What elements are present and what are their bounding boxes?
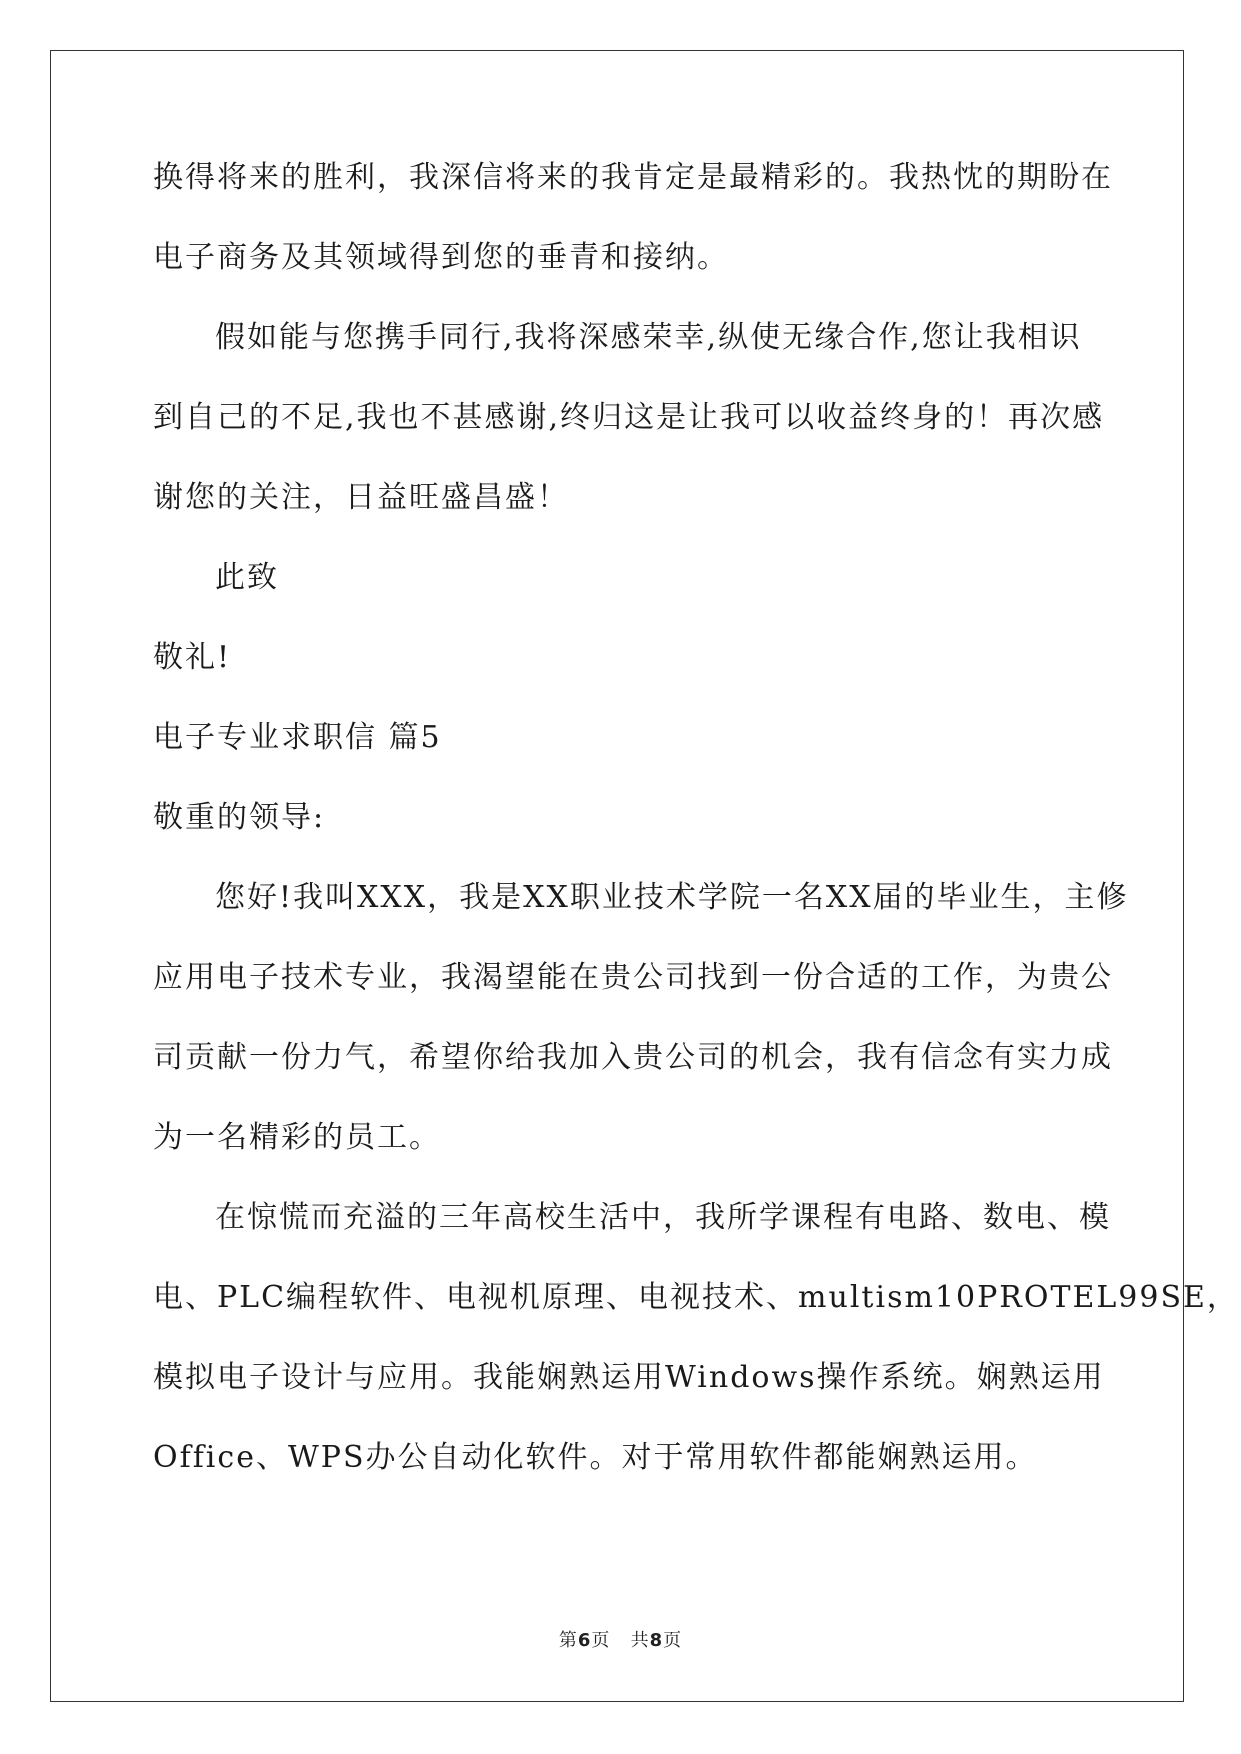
footer-page-word: 页 (591, 1630, 611, 1651)
body-line: 到自己的不足,我也不甚感谢,终归这是让我可以收益终身的！再次感 (153, 400, 1105, 435)
body-line: Office、WPS办公自动化软件。对于常用软件都能娴熟运用。 (153, 1440, 1038, 1475)
body-line: 换得将来的胜利，我深信将来的我肯定是最精彩的。我热忱的期盼在 (153, 160, 1113, 195)
section-heading: 电子专业求职信 篇5 (153, 720, 442, 755)
current-page-number: 6 (577, 1630, 592, 1651)
closing-salutation: 此致 (215, 560, 279, 595)
body-line: 在惊慌而充溢的三年高校生活中，我所学课程有电路、数电、模 (215, 1200, 1111, 1235)
body-line: 电、PLC编程软件、电视机原理、电视技术、multism10PROTEL99SE， (153, 1280, 1239, 1315)
total-pages-number: 8 (649, 1630, 664, 1651)
body-line: 为一名精彩的员工。 (153, 1120, 441, 1155)
body-line: 您好!我叫XXX，我是XX职业技术学院一名XX届的毕业生，主修 (215, 880, 1129, 915)
body-line: 模拟电子设计与应用。我能娴熟运用Windows操作系统。娴熟运用 (153, 1360, 1105, 1395)
body-line: 谢您的关注，日益旺盛昌盛！ (153, 480, 569, 515)
letter-greeting: 敬重的领导: (153, 800, 326, 835)
closing-regards: 敬礼! (153, 640, 232, 675)
body-line: 假如能与您携手同行,我将深感荣幸,纵使无缘合作,您让我相识 (215, 320, 1082, 355)
footer-total-prefix: 共 (630, 1630, 650, 1651)
page-footer (0, 1626, 1241, 1652)
footer-prefix: 第 (558, 1630, 578, 1651)
body-line: 电子商务及其领域得到您的垂青和接纳。 (153, 240, 729, 275)
body-line: 应用电子技术专业，我渴望能在贵公司找到一份合适的工作，为贵公 (153, 960, 1113, 995)
body-line: 司贡献一份力气，希望你给我加入贵公司的机会，我有信念有实力成 (153, 1040, 1113, 1075)
footer-total-suffix: 页 (663, 1630, 683, 1651)
document-body (153, 160, 1239, 1523)
